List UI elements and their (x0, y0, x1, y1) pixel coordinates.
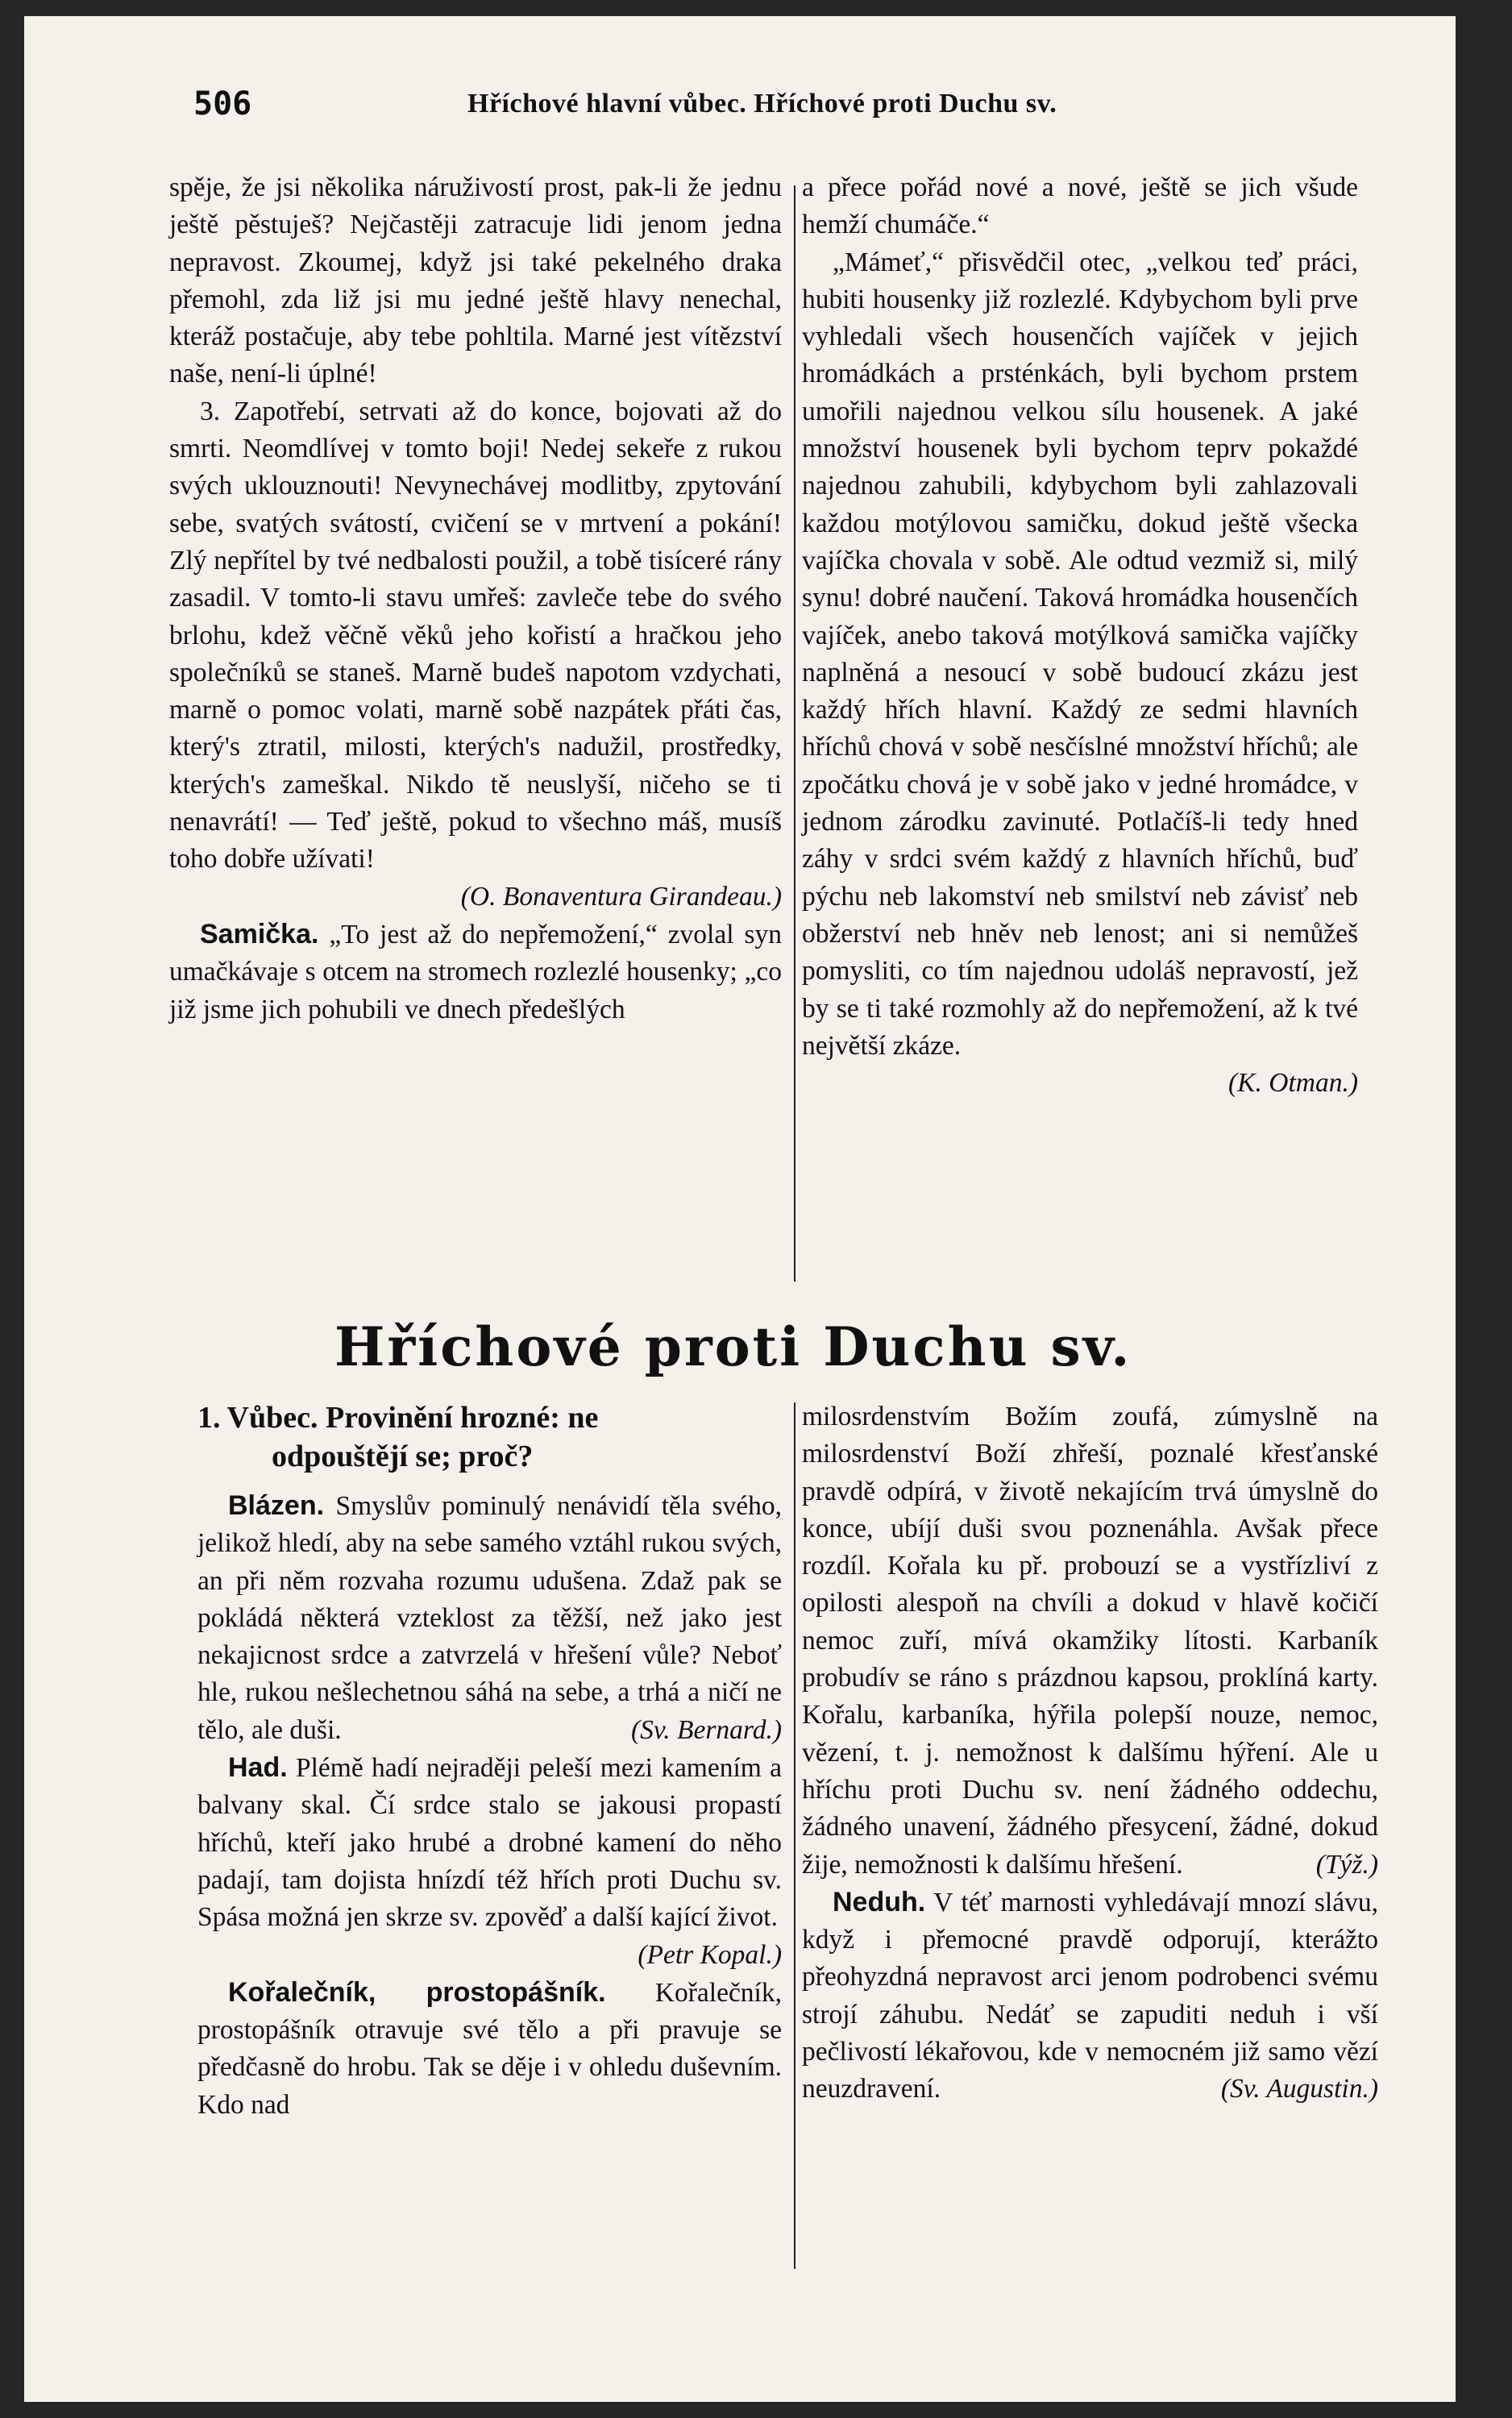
paragraph: spěje, že jsi několika náruživostí prost, pak-li že jednu ještě pěstuješ? Nejčastěji zatracuje lidi jenom jedna nepravost. Zkoumej, když jsi také pekelného draka přemohl, zda liž jsi mu jedné ještě hlavy nenechal, kteráž postačuje, aby tebe pohltila. Marné jest vítězství naše, není-li úplné! (169, 172, 782, 389)
column-divider (794, 1402, 795, 2269)
entry-neduh: Neduh. V téť marnosti vyhledávají mnozí slávu, když i přemocné pravdě odporují, kterážto přeohyzdná nepravost arci jenom podrobenci svému strojí záhubu. Nedáť se zapuditi neduh i vší pečlivostí lékařovou, kde v nemocném již samo vězí neuzdravení. (Sv. Augustin.) (802, 1886, 1378, 2104)
page-header (193, 81, 1370, 129)
entry-had: Had. Plémě hadí nejraději peleší mezi kamením a balvany skal. Čí srdce stalo se jakousi propastí hříchů, kteří jako hrubé a drobné kamení do něho padají, tam dojista hnízdí též hřích proti Duchu sv. Spása možná jen skrze sv. zpověď a další kající život. (Petr Kopal.) (197, 1752, 782, 1970)
subsection-heading: 1. Vůbec. Provinění hrozné: ne odpouštějí se; proč? (197, 1401, 599, 1473)
column-divider (794, 185, 795, 1282)
book-page (24, 16, 1456, 2402)
paragraph: a přece pořád nové a nové, ještě se jich všude hemží chumáče.“ (802, 172, 1358, 240)
section-title: Hříchové proti Duchu sv. (334, 1315, 1132, 1378)
running-head: Hříchové hlavní vůbec. Hříchové proti Duchu sv. (467, 89, 1057, 118)
top-left-column (169, 169, 782, 1028)
entry-blazen: Blázen. Smyslův pominulý nenávidí těla svého, jelikož hledí, aby na sebe samého vztáhl rukou svých, an při něm rozvaha rozumu udušena. Zdaž pak se pokládá některá vzteklost za těžší, než jako jest nekajicnost srdce a zatvrzelá v hřešení vůle? Neboť hle, rukou nešlechetnou sáhá na sebe, a trhá a ničí ne tělo, ale duši. (Sv. Bernard.) (197, 1490, 782, 1745)
bottom-left-column (197, 1398, 782, 2124)
paragraph: 3. Zapotřebí, setrvati až do konce, bojovati až do smrti. Neomdlívej v tomto boji! Nedej sekeře z rukou svých uklouznouti! Nevynechávej modlitby, zpytování sebe, svatých svátostí, cvičení se v mrtvení a pokání! Zlý nepřítel by tvé nedbalosti použil, a tobě tisíceré rány zasadil. V tomto-li stavu umřeš: zavleče tebe do svého brlohu, kdež věčně věků jeho kořistí a hračkou jeho společníků se staneš. Marně budeš napotom vzdychati, marně o pomoc volati, marně sobě nazpátek přáti čas, který's ztratil, milosti, kterých's nadužil, prostředky, kterých's zameškal. Nikdo tě neuslyší, ničeho se ti nenavrátí! — Teď ještě, pokud to všechno máš, musíš toho dobře užívati! (169, 396, 782, 875)
entry-koralecnik: Kořalečník, prostopášník. Kořalečník, prostopášník otravuje své tělo a při pravuje se předčasně do hrobu. Tak se děje i v ohledu duševním. Kdo nad (197, 1976, 782, 2120)
entry-samicka (169, 916, 782, 1028)
bottom-right-column (802, 1398, 1378, 2108)
entry-term: Samička. (200, 918, 319, 949)
paragraph: „Mámeť,“ přisvědčil otec, „velkou teď práci, hubiti housenky již rozlezlé. Kdybychom byli prve vyhledali všech housenčích vajíček v jejich hromádkách a prsténkách, byli bychom prstem umořili najednou velkou sílu housenek. A jaké množství housenek byli bychom teprv pokaždé najednou zahubili, kdybychom byli zahlazovali každou motýlovou samičku, dokud ještě všecka vajíčka chovala v sobě. Ale odtud vezmiž si, milý synu! dobré naučení. Taková hromádka housenčích vajíček, anebo taková motýlková samička vajíčky naplněná a nesoucí v sobě budoucí zkázu jest každý hřích hlavní. Každý ze sedmi hlavních hříchů chová v sobě nesčíslné množství hříchů; ale zpočátku chová je v sobě jako v jedné hromádce, v jednom zárodku zavinuté. Potlačíš-li tedy hned záhy v srdci svém každý z hlavních hříchů, buď pýchu neb lakomství neb smilství neb závisť neb obžerství neb hněv neb lenost; ani si nemůžeš pomysliti, co tím najednou udoláš nepravostí, jež by se ti také rozmohly až do nepřemožení, až k tvé největší zkáze. (802, 247, 1358, 1061)
top-right-column (802, 169, 1358, 1102)
page-number: 506 (193, 85, 252, 123)
entry-text: „To jest až do nepřemožení,“ zvolal syn umačkávaje s otcem na stromech rozlezlé housenky; „co již jsme jich pohubili ve dnech předešlých (169, 919, 782, 1024)
source-citation: (K. Otman.) (1228, 1068, 1358, 1099)
source-citation: (O. Bonaventura Girandeau.) (460, 881, 782, 912)
paragraph: milosrdenstvím Božím zoufá, zúmyslně na milosrdenství Boží zhřeší, poznalé křesťanské pravdě odpírá, v životě nekajícím trvá úmyslně do konce, ubíjí duši svou poznenáhla. Avšak přece rozdíl. Kořala ku př. probouzí se a vystřízliví z opilosti alespoň na chvíli a dokud v hlavě kočičí nemoc zuří, mívá okamžiky lítosti. Karbaník probudív se ráno s prázdnou kapsou, proklíná karty. Kořalu, karbaníka, hýřila polepší nouze, nemoc, vězení, t. j. nemožnost k dalšímu hýření. Ale u hříchu proti Duchu sv. není žádného oddechu, žádného unavení, žádného přesycení, žádné, dokud žije, nemožnosti k dalšímu hřešení. (Týž.) (802, 1402, 1378, 1880)
